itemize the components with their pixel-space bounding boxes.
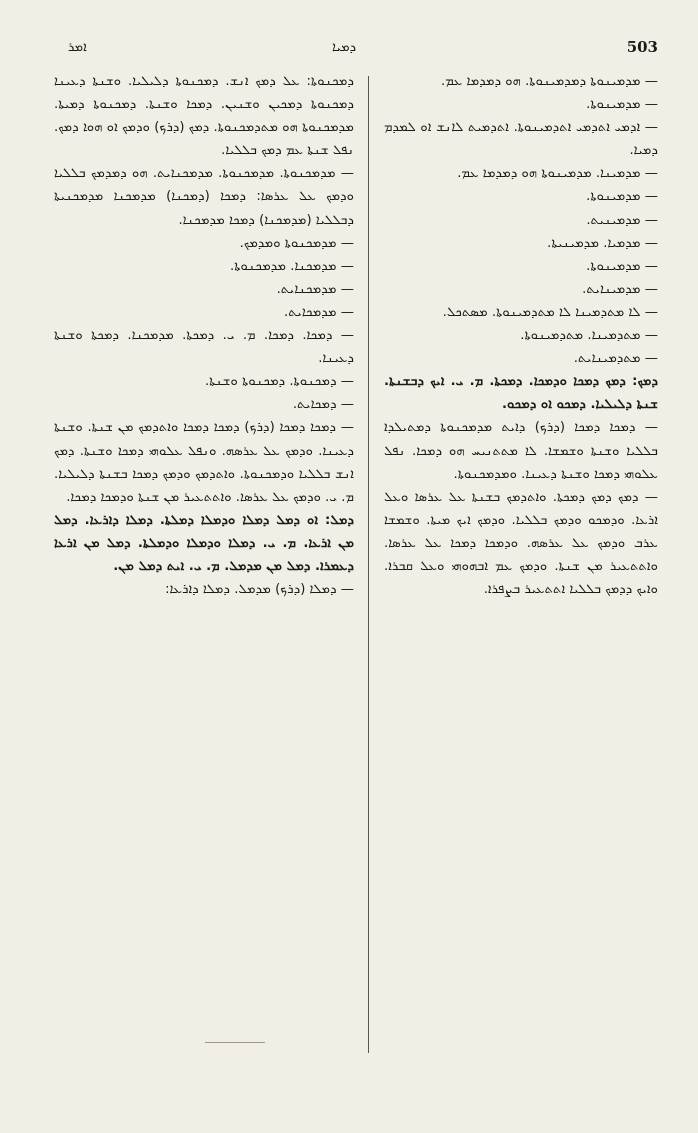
entry-paragraph: — ܡܕܡܟܢܐܝܬ. [276,281,354,297]
entry-paragraph: — ܡܕܡܟܐܝܬ. [284,304,354,320]
entry-paragraph: — ܡܕܡܝܢܝܬ. [586,212,658,228]
entry-paragraph: — ܡܬܕܡܝܢܐܝܬ. [573,351,658,367]
entry-headword-paragraph: ܕܡܠ: ܐܘ ܕܡܠ ܕܡܠܐ ܘܕܡܠܐ ܕܡܠܬܐ. ܕܡܠܐ ܕܐܪܥܐ. ܕܡܠ ܡܢ ܐܪܥܐ. ܡ. ܝ. ܕܡܠܐ ܘܕܡܠܐ ܘܕܡܠܬܐ. ܕܡܠ ܡܢ ܐܪܥܐ ܕܥܡܪܐ. ܕܡܠ ܡܢ ܡܕܡܠ. ܡ. ܝ. ܐܝܬ ܕܡܠ ܡܢ. [54,512,354,574]
entry-paragraph: — ܕܡܟܐ ܕܡܟܐ (ܕܪܟ) ܕܡܟܐ ܕܡܟܐ ܘܐܬܕܡܟ ܡܢ ܫܢܬܐ. ܘܫܢܬܐ ܕܥܝܢܐ. ܘܕܡܟ ܥܠ ܥܪܣܗ. ܘܢܦܠ ܥܠܘܗܝ ܕܡܟܐ ܘܫܢܬܐ. ܕܡܟ ܐܢܫ ܒܠܠܝܐ ܘܕܡܟܢܘܬܐ. ܘܐܬܕܡܟ ܘܕܡܟ ܕܡܟܐ ܒܫܢܬܐ ܕܠܝܠܝܐ. ܡ. ܝ. ܘܕܡܟ ܥܠ ܥܪܣܐ. ܘܐܬܬܥܝܪ ܡܢ ܫܢܬܐ ܘܕܡܟܐ ܕܡܟܐ. [54,420,354,505]
entry-paragraph: — ܡܕܡܝܐ. ܡܕܡܝܢܝܬܐ. [547,235,658,251]
running-head-left: ܐܡܪ [68,40,87,55]
entry-paragraph: — ܡܕܡܝܢܘܬܐ. [586,258,658,274]
entry-paragraph: — ܕܡܟܐ. ܕܡܟܐ. ܡ. ܝ. ܕܡܟܬܐ. ܡܕܡܟܢܐ. ܕܡܟܬܐ ܘܫܢܬܐ ܕܥܝܢܐ. [54,328,354,367]
entry-headword-paragraph: ܕܡܟ: ܕܡܟ ܕܡܟܐ ܘܕܡܟܐ. ܕܡܟܬܐ. ܡ. ܝ. ܐܝܟ ܕܒܫܢܬܐ. ܫܢܬܐ ܕܠܝܠܝܐ. ܕܡܟܘ ܐܘ ܕܡܟܘ. [384,374,658,413]
entry-paragraph: — ܡܕܡܝܢܐܝܬ. [582,281,658,297]
entry-paragraph: — ܡܕܡܟܢܘܬܐ ܘܡܕܡܟ. [239,235,354,251]
entry-paragraph: — ܕܡܟܐ ܕܡܟܐ (ܕܪܟ) ܕܐܝܬ ܡܕܡܟܢܘܬܐ ܕܡܬܝܠܕܐ ܒܠܠܝܐ ܘܫܢܬܐ ܘܫܡܫܐ. ܠܐ ܡܬܬܢܝܚ ܗܘ ܕܡܟܐ. ܢܦܠ ܥܠܘܗܝ ܕܡܟܐ ܘܫܢܬܐ ܕܥܝܢܐ. ܘܡܕܡܟܢܘܬܐ. [384,420,658,482]
entry-paragraph: — ܕܡܟ ܕܡܟ ܕܡܟܬܐ. ܘܐܬܕܡܟ ܒܫܢܬܐ ܥܠ ܥܪܣܐ ܘܥܠ ܐܪܥܐ. ܘܕܡܟܘ ܘܕܡܟ ܒܠܠܝܐ. ܘܕܡܟ ܐܝܟ ܡܝܬܐ. ܘܫܡܫܐ ܥܪܒ ܘܕܡܟ ܥܠ ܥܪܣܗ. ܘܕܡܟܐ ܕܡܟܐ ܥܠ ܥܪܣܐ. ܘܐܬܬܥܝܪ ܡܢ ܫܢܬܐ. ܘܕܡܟ ܥܡ ܐܒܗܘܗܝ ܘܥܠ ܩܒܪܐ. ܘܐܝܟ ܕܕܡܟ ܒܠܠܝܐ ܐܬܬܥܝܪ ܒܨܦܪܐ. [384,489,658,598]
running-head [0,38,698,60]
left-column [54,70,354,1063]
column-divider [368,76,369,1053]
entry-paragraph: — ܡܕܡܝܢܐ. ܡܕܡܝܢܘܬܐ ܗܘ ܕܡܕܡܐ ܥܡ. [457,166,658,182]
entry-paragraph: — ܡܕܡܝܢܘܬܐ. [586,97,658,113]
entry-paragraph: — ܕܡܠܐ (ܕܪܟ) ܡܕܡܠ. ܕܡܠܐ ܕܐܪܥܐ: [165,582,354,598]
entry-paragraph: — ܡܬܕܡܝܢܐ. ܡܬܕܡܝܢܘܬܐ. [520,328,658,344]
right-column [384,70,658,1063]
entry-paragraph: — ܠܐ ܡܬܕܡܝܢܐ ܠܐ ܡܬܕܡܝܢܘܬܐ. ܡܣܬܟܠ. [442,304,658,320]
page-number: 503 [626,38,658,56]
running-head-title: ܕܡܝܐ [332,40,357,55]
entry-paragraph: — ܐܕܡܝ ܐܬܕܡܝ ܐܬܕܡܝܢܘܬܐ. ܐܬܕܡܝܬ ܠܐܢܫ ܐܘ ܠܡܕܡ ܕܡܝܐ. [384,120,658,159]
entry-paragraph: — ܡܕܡܝܢܘܬܐ ܕܡܕܡܝܢܘܬܐ. ܗܘ ܕܡܕܡܐ ܥܡ. [441,74,658,89]
bottom-rule [205,1042,265,1043]
entry-paragraph: — ܕܡܟܐܝܬ. [292,397,354,413]
entry-paragraph: — ܕܡܟܢܘܬܐ. ܕܡܟܢܘܬܐ ܘܫܢܬܐ. [204,374,354,390]
entry-paragraph: ܕܡܟܢܘܬܐ: ܥܠ ܕܡܟ ܐܢܫ. ܕܡܟܢܘܬܐ ܕܠܝܠܝܐ. ܘܫܢܬܐ ܕܥܝܢܐ ܕܡܟܢܘܬܐ ܕܡܟܝܢ ܘܫܢܝܢ. ܕܡܟܐ ܘܫܢܬܐ. ܕܡܟܢܘܬܐ ܕܡܝܬܐ. ܡܕܡܟܢܘܬܐ ܗܘ ܡܬܕܡܟܢܘܬܐ. ܕܡܟ (ܕܪܟ) ܘܕܡܟ ܐܘ ܗܘܐ ܕܡܟ. ܢܦܠ ܫܢܬܐ ܥܡ ܕܡܟ ܒܠܠܝܐ. [54,74,354,159]
entry-paragraph: — ܡܕܡܟܢܐ. ܡܕܡܟܢܘܬܐ. [230,258,354,274]
entry-paragraph: — ܡܕܡܝܢܘܬܐ. [586,189,658,205]
entry-paragraph: — ܡܕܡܟܢܘܬܐ. ܡܕܡܟܢܘܬܐ. ܡܕܡܟܢܐܝܬ. ܗܘ ܕܡܕܡܟ ܒܠܠܝܐ ܘܕܡܟ ܥܠ ܥܪܣܐ: ܕܡܟܐ (ܕܡܟܢܐ) ܡܕܡܟܢܐ ܡܕܡܟܢܝܬܐ ܕܒܠܠܝܐ (ܡܕܡܟܢܐ) ܕܡܟܐ ܡܕܡܟܢܐ. [54,166,354,228]
